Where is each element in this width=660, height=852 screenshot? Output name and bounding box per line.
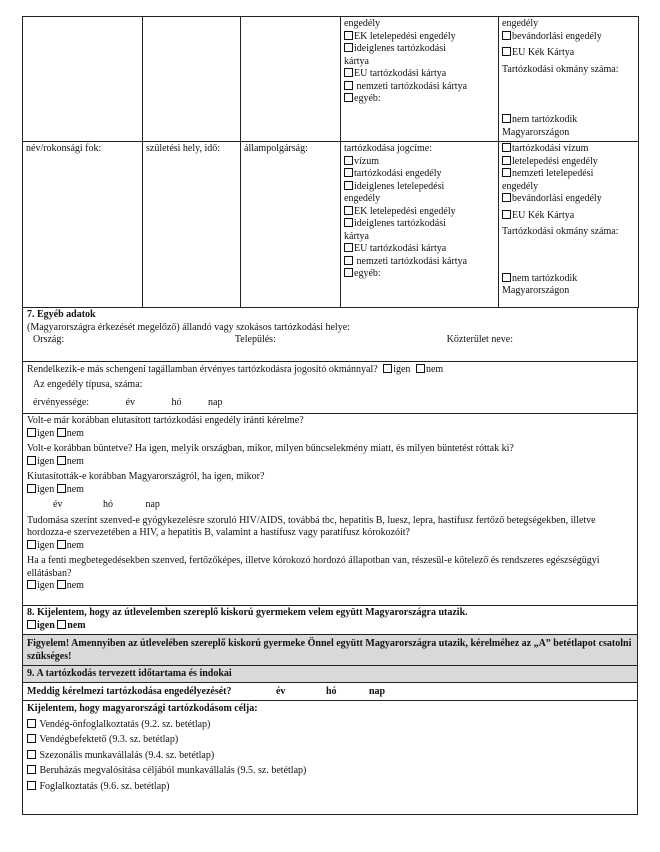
option-label: Foglalkoztatás (9.6. sz. betétlap) [39, 780, 170, 792]
checkbox-label-cont: Magyarországon [502, 126, 570, 138]
name-cell[interactable] [23, 17, 143, 142]
checkbox-label: egyéb: [354, 268, 381, 279]
section-7-address [22, 308, 638, 362]
no-label: nem [425, 364, 444, 375]
document-cell [499, 142, 639, 308]
year-label[interactable]: év [53, 499, 63, 510]
section-7-questions [22, 414, 638, 606]
checkbox[interactable] [344, 156, 353, 165]
checkbox[interactable] [502, 31, 511, 40]
checkbox-yes[interactable] [27, 620, 36, 629]
checkbox-label: ideiglenes tartózkodási [354, 218, 446, 229]
checkbox[interactable] [344, 268, 353, 277]
checkbox-option[interactable] [27, 719, 36, 728]
checkbox-yes[interactable] [27, 484, 36, 493]
country-label[interactable]: Ország: [33, 334, 65, 345]
birth-cell[interactable] [143, 142, 241, 308]
checkbox-label: nem tartózkodik [512, 114, 578, 125]
name-cell[interactable] [23, 142, 143, 308]
day-label[interactable]: nap [208, 397, 223, 408]
checkbox[interactable] [344, 81, 353, 90]
checkbox[interactable] [344, 181, 353, 190]
checkbox-yes[interactable] [383, 364, 392, 373]
checkbox[interactable] [502, 114, 511, 123]
street-label[interactable]: Közterület neve: [446, 334, 513, 345]
section-9-duration [22, 683, 638, 701]
birth-label: születési hely, idő: [146, 143, 221, 154]
residence-basis-label: tartózkodása jogcíme: [344, 143, 433, 154]
settlement-label[interactable]: Település: [234, 334, 276, 345]
checkbox-label: nemzeti tartózkodási kártya [356, 80, 468, 92]
section-7-schengen [22, 362, 638, 414]
option-label: Beruházás megvalósítása céljából munkavállalás (9.5. sz. betétlap) [39, 765, 307, 776]
disease-question: Tudomása szerint szenved-e gyógykezelésre szoruló HIV/AIDS, továbbá tbc, hepatitis B, luesz, lepra, hastífusz fertőző betegségekben, illetve hordozza-e szervezetében a HIV, a hepatitis B, valamint a hastífusz vagy paratífusz kórokozóit? [27, 514, 596, 538]
yes-label: igen [37, 619, 55, 631]
checkbox[interactable] [502, 47, 511, 56]
section-9-header [22, 666, 638, 683]
checkbox-label: EK letelepedési engedély [354, 30, 456, 42]
checkbox-label: nem tartózkodik [512, 272, 578, 284]
year-label[interactable]: év [275, 686, 286, 697]
yes-label: igen [37, 539, 55, 551]
rejected-question: Volt-e már korábban elutasított tartózkodási engedély iránti kérelme? [27, 415, 304, 426]
checkbox-yes[interactable] [27, 540, 36, 549]
expelled-question: Kiutasították-e korábban Magyarországról, ha igen, mikor? [27, 471, 265, 482]
treatment-question: Ha a fenti megbetegedésekben szenved, fertőzőképes, illetve kórokozó hordozó állapotban van, részesül-e kötelező és rendszeres egészségügyi ellátásban? [27, 555, 600, 579]
address-fields [27, 334, 633, 347]
checkbox[interactable] [344, 218, 353, 227]
checkbox-label: vízum [354, 155, 379, 167]
checkbox-label: bevándorlási engedély [512, 30, 602, 42]
no-label: nem [66, 455, 84, 467]
prev-residence-label: (Magyarországra érkezését megelőző) állandó vagy szokásos tartózkodási helye: [27, 321, 350, 333]
no-label: nem [66, 539, 84, 551]
checkbox-label: letelepedési engedély [512, 155, 598, 167]
month-label[interactable]: hó [102, 499, 113, 510]
name-label: név/rokonsági fok: [26, 143, 102, 154]
no-label: nem [66, 427, 84, 439]
document-number-label: Tartózkodási okmány száma: [502, 63, 619, 75]
checkbox-label: EU Kék Kártya [512, 47, 575, 58]
checkbox-label: tartózkodási engedély [354, 168, 442, 179]
checkbox-label: tartózkodási vízum [512, 143, 589, 154]
table-row [23, 17, 639, 142]
checkbox[interactable] [502, 143, 511, 152]
convicted-question: Volt-e korábban büntetve? Ha igen, melyik országban, mikor, milyen bűncselekmény miatt, és milyen büntetést róttak ki? [27, 443, 514, 454]
checkbox[interactable] [344, 93, 353, 102]
checkbox[interactable] [344, 43, 353, 52]
checkbox-label-cont: engedély [344, 193, 381, 204]
checkbox[interactable] [502, 156, 511, 165]
checkbox-label: ideiglenes tartózkodási [354, 43, 446, 54]
checkbox-option[interactable] [27, 750, 36, 759]
year-label[interactable]: év [125, 397, 136, 408]
checkbox[interactable] [344, 256, 353, 265]
document-cell [499, 17, 639, 142]
checkbox-yes[interactable] [27, 456, 36, 465]
checkbox[interactable] [502, 210, 511, 219]
section-9-title: 9. A tartózkodás tervezett időtartama és indokai [27, 668, 232, 679]
residence-basis-cell [341, 17, 499, 142]
checkbox-label: EU Kék Kártya [512, 209, 575, 221]
no-label: nem [66, 483, 84, 495]
checkbox[interactable] [344, 206, 353, 215]
residence-basis-cell [341, 142, 499, 308]
checkbox-label: egyéb: [354, 93, 381, 104]
yes-label: igen [37, 427, 55, 439]
checkbox-no[interactable] [57, 428, 66, 437]
checkbox-no[interactable] [57, 540, 66, 549]
option-label: Vendég-önfoglalkoztatás (9.2. sz. betétlap) [39, 718, 211, 730]
option-label: Vendégbefektető (9.3. sz. betétlap) [39, 734, 179, 745]
section-8-title: 8. Kijelentem, hogy az útlevelemben szereplő kiskorú gyermekem velem együtt Magyarországra utazik. [27, 607, 468, 618]
checkbox-option[interactable] [27, 765, 36, 774]
checkbox-label: ideiglenes letelepedési [354, 180, 445, 192]
yes-label: igen [37, 580, 55, 591]
checkbox[interactable] [502, 193, 511, 202]
checkbox[interactable] [344, 68, 353, 77]
child-notice-text: Figyelem! Amennyiben az útlevelében szereplő kiskorú gyermeke Önnel együtt Magyarországra utazik, kérelméhez az „A” betétlapot csatolni szükséges! [27, 638, 632, 662]
document-number-label: Tartózkodási okmány száma: [502, 226, 619, 237]
day-label[interactable]: nap [369, 686, 386, 697]
checkbox-label: nemzeti tartózkodási kártya [356, 255, 468, 267]
checkbox-label: EK letelepedési engedély [354, 205, 456, 217]
citizenship-cell[interactable] [241, 142, 341, 308]
checkbox[interactable] [502, 273, 511, 282]
duration-question: Meddig kérelmezi tartózkodása engedélyezését? [27, 686, 232, 697]
schengen-question: Rendelkezik-e más schengeni tagállamban érvényes tartózkodásra jogosító okmánnyal? [27, 364, 378, 375]
yes-label: igen [393, 364, 411, 375]
table-row [23, 142, 639, 308]
checkbox-no[interactable] [57, 580, 66, 589]
no-label: nem [67, 619, 86, 631]
checkbox-option[interactable] [27, 781, 36, 790]
section-8 [22, 606, 638, 635]
section-9-purpose [22, 701, 638, 815]
checkbox-no[interactable] [57, 484, 66, 493]
no-label: nem [66, 580, 84, 591]
permit-text: engedély [344, 18, 381, 29]
checkbox-yes[interactable] [27, 580, 36, 589]
checkbox-label: EU tartózkodási kártya [354, 243, 447, 254]
checkbox[interactable] [502, 168, 511, 177]
citizenship-cell[interactable] [241, 17, 341, 142]
validity-label: érvényessége: [33, 397, 90, 408]
permit-type-label[interactable]: Az engedély típusa, száma: [33, 378, 143, 390]
checkbox[interactable] [344, 243, 353, 252]
checkbox[interactable] [344, 168, 353, 177]
section-8-notice [22, 635, 638, 666]
checkbox-label-cont: engedély [502, 180, 539, 192]
family-members-table [22, 16, 639, 308]
month-label[interactable]: hó [171, 397, 182, 408]
checkbox-label-cont: Magyarországon [502, 285, 570, 296]
birth-cell[interactable] [143, 17, 241, 142]
purpose-title: Kijelentem, hogy magyarországi tartózkodásom célja: [27, 703, 258, 714]
checkbox-no[interactable] [416, 364, 425, 373]
checkbox-label-cont: kártya [344, 55, 369, 67]
section-7-title: 7. Egyéb adatok [27, 309, 96, 320]
checkbox-no[interactable] [57, 620, 66, 629]
checkbox-yes[interactable] [27, 428, 36, 437]
yes-label: igen [37, 455, 55, 467]
permit-text: engedély [502, 18, 539, 29]
checkbox-no[interactable] [57, 456, 66, 465]
checkbox-label-cont: kártya [344, 230, 369, 242]
checkbox-label: bevándorlási engedély [512, 193, 602, 204]
checkbox-option[interactable] [27, 734, 36, 743]
option-label: Szezonális munkavállalás (9.4. sz. betétlap) [39, 749, 215, 761]
month-label[interactable]: hó [325, 686, 337, 697]
yes-label: igen [37, 483, 55, 495]
checkbox-label: nemzeti letelepedési [512, 168, 594, 179]
checkbox[interactable] [344, 31, 353, 40]
day-label[interactable]: nap [145, 499, 160, 510]
checkbox-label: EU tartózkodási kártya [354, 68, 447, 79]
citizenship-label: állampolgárság: [244, 143, 308, 154]
